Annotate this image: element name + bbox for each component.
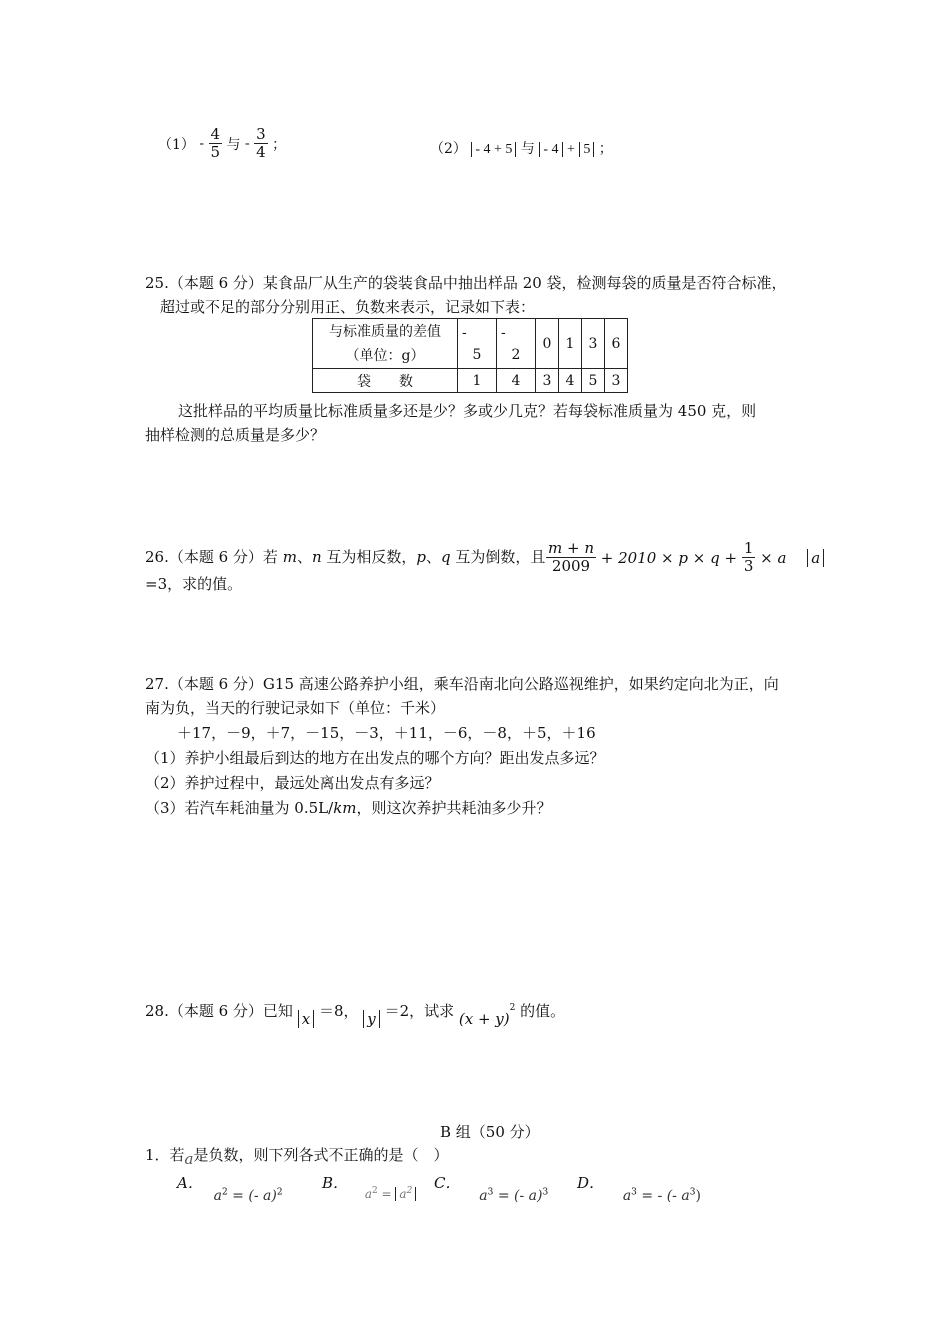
text: 互为倒数，且 bbox=[450, 548, 546, 566]
var-a: a bbox=[213, 1188, 222, 1204]
text: 、 bbox=[426, 548, 442, 566]
plus-sign: + bbox=[566, 142, 575, 157]
absolute-value-y: y bbox=[363, 1010, 379, 1028]
q24-part1 bbox=[158, 126, 286, 162]
q27-sub3 bbox=[145, 797, 552, 818]
option-label: C． bbox=[434, 1174, 461, 1192]
q26-line1 bbox=[145, 546, 545, 567]
relation: = (- a) bbox=[232, 1188, 277, 1204]
text: 1．若 bbox=[145, 1146, 185, 1164]
text: （3）若汽车耗油量为 0.5L/ bbox=[145, 799, 334, 817]
fraction-3-4 bbox=[254, 126, 268, 162]
option-formula bbox=[214, 1188, 283, 1204]
q25-question-line2: 抽样检测的总质量是多少？ bbox=[145, 426, 326, 444]
q27-records: ＋17，－9，＋7，－15，－3，＋11，－6，－8，＋5，＋16 bbox=[177, 724, 596, 742]
var-q: q bbox=[441, 548, 451, 566]
cell-value: 2 bbox=[511, 346, 521, 363]
data-table bbox=[312, 318, 628, 393]
table-cell: 3 bbox=[582, 319, 605, 369]
fraction-4-5 bbox=[209, 126, 223, 162]
var-a: a bbox=[399, 1187, 407, 1201]
part-label: （1） bbox=[158, 136, 195, 153]
table-row bbox=[313, 319, 628, 369]
option-c bbox=[434, 1172, 549, 1204]
exponent: 3 bbox=[689, 1187, 696, 1198]
minus-sign: - bbox=[199, 135, 205, 151]
exponent: 3 bbox=[487, 1187, 494, 1198]
relation: = (- a) bbox=[497, 1188, 543, 1204]
text: 、 bbox=[296, 548, 312, 566]
expression-x-plus-y: (x + y) bbox=[458, 1010, 510, 1028]
table-cell: 1 bbox=[458, 369, 497, 393]
q27-sub2: （2）养护过程中，最远处离出发点有多远？ bbox=[145, 774, 440, 792]
exponent: 2 bbox=[371, 1186, 378, 1196]
fraction-denominator: 5 bbox=[210, 143, 221, 162]
punctuation: ； bbox=[598, 141, 613, 157]
fraction-numerator: 1 bbox=[743, 539, 754, 557]
close-paren: ) bbox=[695, 1188, 701, 1204]
var-a: a bbox=[622, 1188, 632, 1204]
exponent: 2 bbox=[406, 1186, 413, 1196]
conjunction: 与 bbox=[226, 136, 241, 153]
section-title: B 组（50 分） bbox=[440, 1123, 540, 1141]
table-cell: 4 bbox=[559, 369, 582, 393]
text: 的值。 bbox=[520, 1002, 566, 1020]
q27-line2: 南为负，当天的行驶记录如下（单位：千米） bbox=[145, 699, 446, 717]
header-label: 与标准质量的差值 bbox=[329, 323, 441, 340]
minus-sign: - bbox=[244, 135, 250, 151]
table-cell bbox=[458, 319, 497, 369]
conjunction: 与 bbox=[520, 141, 535, 157]
q25-question-line1: 这批样品的平均质量比标准质量多还是少？多或少几克？若每袋标准质量为 450 克，则 bbox=[178, 402, 757, 420]
table-cell: 0 bbox=[536, 319, 559, 369]
fraction-denominator: 2009 bbox=[551, 557, 591, 576]
table-row bbox=[313, 369, 628, 393]
table-cell: 4 bbox=[497, 369, 536, 393]
fraction-numerator: 4 bbox=[210, 125, 221, 143]
relation: = - (- a bbox=[641, 1188, 690, 1204]
option-formula bbox=[479, 1188, 548, 1204]
var-a: a bbox=[479, 1188, 488, 1204]
header-unit: （单位：g） bbox=[345, 347, 425, 364]
table-cell bbox=[497, 319, 536, 369]
q25-line2: 超过或不足的部分分别用正、负数来表示，记录如下表： bbox=[160, 298, 536, 316]
option-a bbox=[177, 1172, 283, 1204]
q28-line bbox=[145, 1000, 566, 1028]
absolute-value-x: x bbox=[298, 1010, 314, 1028]
punctuation: ； bbox=[272, 136, 287, 153]
absolute-value-a: a bbox=[807, 549, 824, 567]
var-m: m bbox=[282, 548, 297, 566]
q25-line1: 25.（本题 6 分）某食品厂从生产的袋装食品中抽出样品 20 袋，检测每袋的质量是否符合标准， bbox=[145, 274, 787, 292]
fraction-numerator: 3 bbox=[256, 125, 266, 143]
absolute-value-a bbox=[395, 1187, 416, 1201]
text: ＝8， bbox=[318, 1002, 359, 1020]
exponent: 2 bbox=[221, 1187, 228, 1198]
minus-sign: - bbox=[462, 324, 467, 341]
fraction-1-3 bbox=[742, 540, 756, 576]
var-n: n bbox=[311, 548, 322, 566]
b-q1-line bbox=[145, 1144, 449, 1168]
exponent: 3 bbox=[542, 1187, 549, 1198]
table-cell: 5 bbox=[582, 369, 605, 393]
option-d bbox=[577, 1172, 701, 1204]
table-header-cell bbox=[313, 319, 458, 369]
table-cell: 3 bbox=[605, 369, 628, 393]
expression-middle: + 2010 × p × q + bbox=[600, 548, 738, 567]
relation: = bbox=[381, 1187, 392, 1201]
fraction-denominator: 4 bbox=[256, 143, 266, 162]
text: ＝2，试求 bbox=[384, 1002, 455, 1020]
table-header-cell: 袋 数 bbox=[313, 369, 458, 393]
text: 互为相反数， bbox=[321, 548, 417, 566]
option-b bbox=[322, 1172, 413, 1201]
option-formula bbox=[365, 1187, 417, 1201]
part-label: （2） bbox=[430, 141, 467, 157]
exponent: 2 bbox=[276, 1187, 283, 1198]
minus-sign: - bbox=[501, 324, 506, 341]
q27-sub1: （1）养护小组最后到达的地方在出发点的哪个方向？距出发点多远？ bbox=[145, 749, 605, 767]
exponent: 2 bbox=[509, 1003, 516, 1013]
option-formula bbox=[623, 1188, 701, 1204]
var-a: a bbox=[364, 1187, 372, 1201]
unit-km: km bbox=[333, 799, 357, 817]
var-p: p bbox=[416, 548, 427, 566]
q26-expression bbox=[546, 540, 824, 576]
fraction-numerator: m + n bbox=[548, 539, 594, 557]
table-cell: 3 bbox=[536, 369, 559, 393]
q24-part2 bbox=[430, 138, 613, 158]
cell-value: 5 bbox=[472, 346, 482, 363]
absolute-value: 5 bbox=[579, 142, 594, 157]
table-cell: 6 bbox=[605, 319, 628, 369]
table-cell: 1 bbox=[559, 319, 582, 369]
exponent: 3 bbox=[631, 1187, 637, 1198]
text: 是负数，则下列各式不正确的是（ ） bbox=[193, 1146, 449, 1164]
text: 28.（本题 6 分）已知 bbox=[145, 1002, 293, 1020]
q26-line2: =3，求的值。 bbox=[145, 575, 243, 593]
expression-end: × a bbox=[760, 548, 787, 567]
text: ，则这次养护共耗油多少升？ bbox=[356, 799, 552, 817]
absolute-value: - 4 + 5 bbox=[471, 142, 516, 157]
fraction-denominator: 3 bbox=[743, 557, 754, 576]
absolute-value: - 4 bbox=[539, 142, 562, 157]
option-label: A． bbox=[177, 1174, 203, 1192]
q27-line1: 27.（本题 6 分）G15 高速公路养护小组，乘车沿南北向公路巡视维护，如果约定向北为正，向 bbox=[145, 675, 779, 693]
option-label: D． bbox=[577, 1174, 605, 1192]
text: 26.（本题 6 分）若 bbox=[145, 548, 283, 566]
option-label: B． bbox=[322, 1174, 349, 1192]
var-a: a bbox=[184, 1150, 194, 1168]
fraction-m-plus-n-over-2009 bbox=[546, 540, 596, 576]
